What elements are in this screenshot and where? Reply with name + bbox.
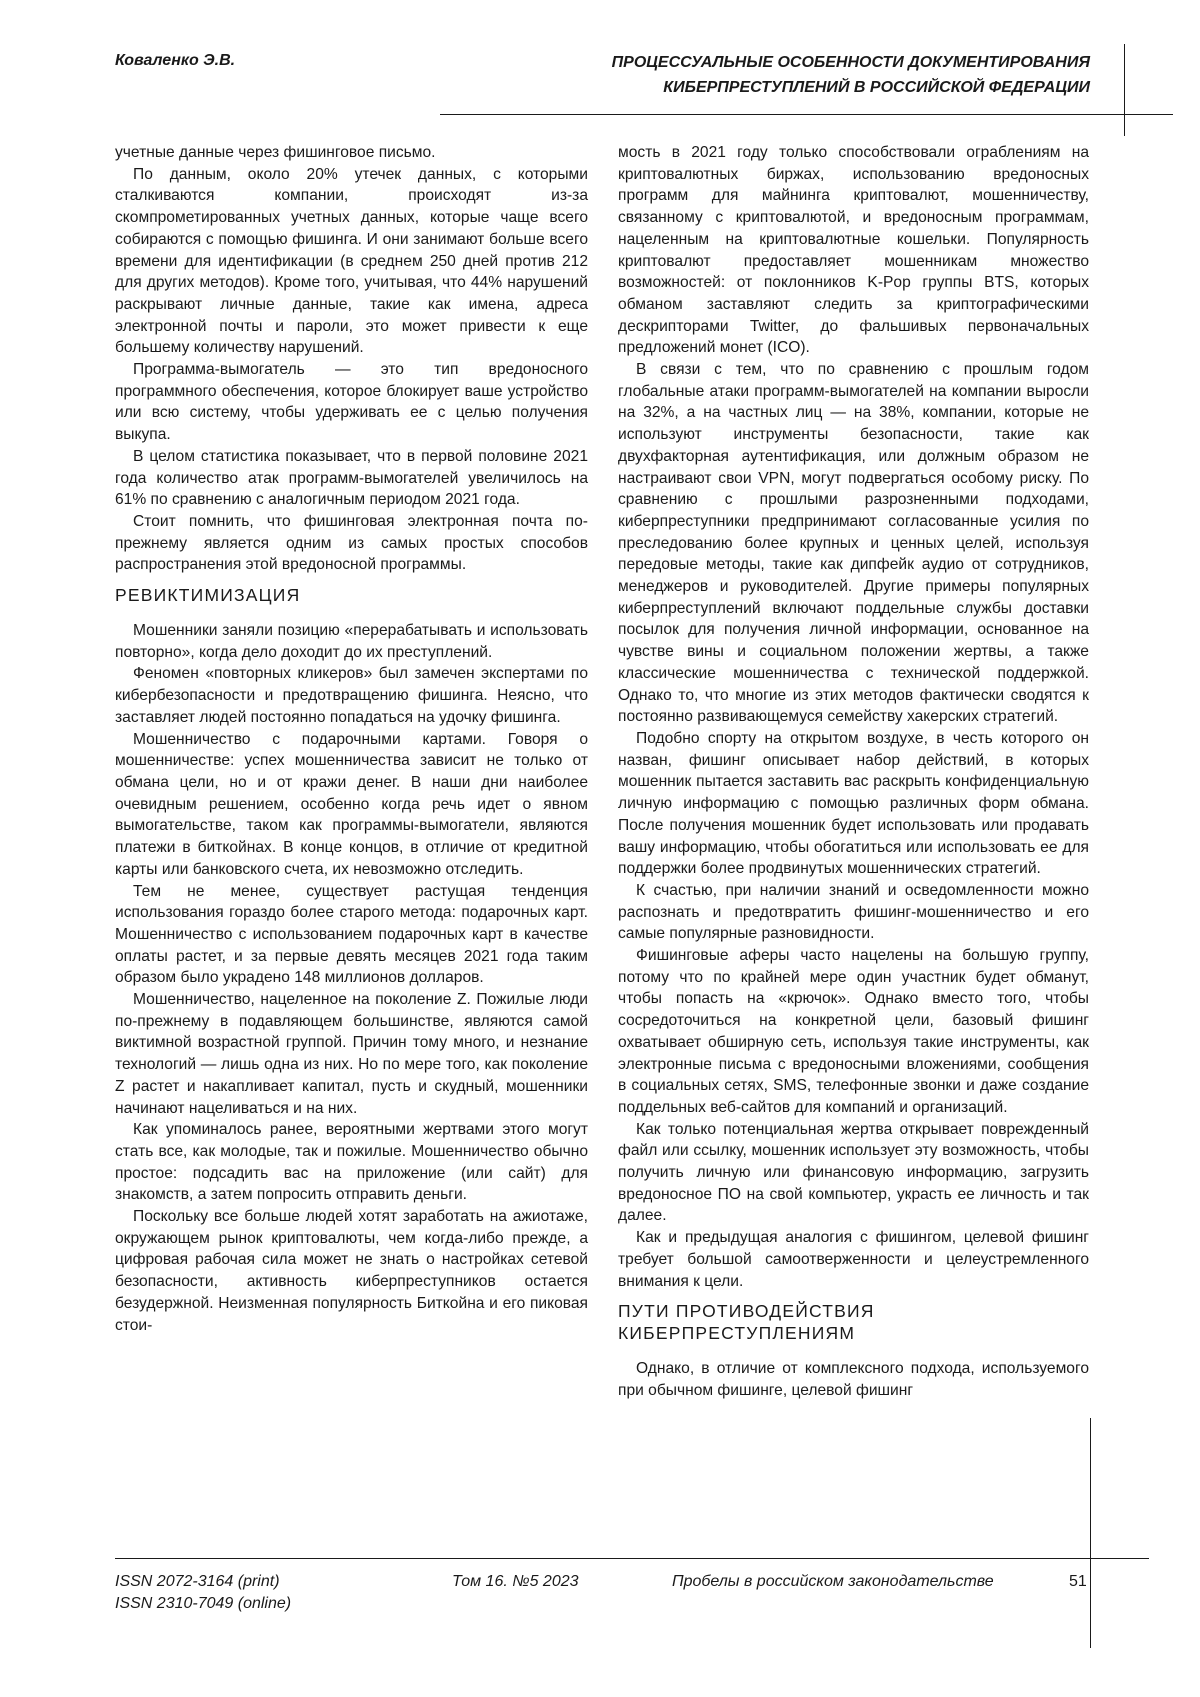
paragraph: Мошенники заняли позицию «перерабатывать и использовать повторно», когда дело доходит до их преступлений. [115, 622, 588, 661]
paragraph: Стоит помнить, что фишинговая электронная почта по-прежнему является одним из самых простых способов распространения этой вредоносной программы. [115, 512, 588, 574]
article-column-right [618, 142, 1089, 1402]
paragraph: Подобно спорту на открытом воздухе, в честь которого он назван, фишинг описывает набор действий, в которых мошенник пытается заставить вас раскрыть конфиденциальную личную информацию с помощью различных форм обмана. После получения мошенник будет использовать или продавать вашу информацию, чтобы обогатиться или использовать ее для поддержки более продвинутых мошеннических стратегий. [618, 729, 1089, 878]
paragraph: Программа-вымогатель — это тип вредоносного программного обеспечения, которое блокирует ваше устройство или всю систему, чтобы удерживать ее с целью получения выкупа. [115, 361, 588, 444]
paragraph: мость в 2021 году только способствовали ограблениям на криптовалютных биржах, использованию вредоносных программ для майнинга криптовалют, мошенничеству, связанному с криптовалютой, и вредоносным программам, нацеленным на криптовалютные кошельки. Популярность криптовалют предоставляет мошенникам множество возможностей: от поклонников K-Pop группы BTS, которых обманом заставляют следить за криптографическими дескрипторами Twitter, до фальшивых первоначальных предложений монет (ICO). [618, 144, 1089, 357]
paragraph: учетные данные через фишинговое письмо. [115, 144, 436, 161]
issn-online: ISSN 2310-7049 (online) [115, 1595, 292, 1612]
section-heading-countermeasures [618, 1300, 1089, 1344]
paragraph: Как упоминалось ранее, вероятными жертвами этого могут стать все, как молодые, так и пожилые. Мошенничество обычно простое: подсадить вас на приложение (или сайт) для знакомств, а затем попросить отправить деньги. [115, 1121, 588, 1204]
footer-journal-title: Пробелы в российском законодательстве [672, 1573, 994, 1590]
paragraph: Поскольку все больше людей хотят заработать на ажиотаже, окружающем рынок криптовалюты, чем когда-либо прежде, а цифровая рабочая сила может не знать о настройках сетевой безопасности, активность киберпреступников остается безудержной. Неизменная популярность Биткойна и его пиковая стои- [115, 1208, 588, 1334]
paragraph: В связи с тем, что по сравнению с прошлым годом глобальные атаки программ-вымогателей на компании выросли на 32%, а на частных лиц — на 38%, компании, которые не используют инструменты безопасности, такие как двухфакторная аутентификация, или должным образом не настраивают свои VPN, могут подвергаться особому риску. По сравнению с прошлыми разрозненными подходами, киберпреступники предпринимают согласованные усилия по преследованию более крупных и ценных целей, используя передовые методы, такие как дипфейк аудио от сотрудников, менеджеров и руководителей. Другие примеры популярных киберпреступлений включают поддельные службы доставки посылок для получения личной информации, основанное на чувстве вины и социальном положении жертвы, а также классические мошенничества с технической поддержкой. Однако то, что многие из этих методов фактически сводятся к постоянно развивающемуся семейству хакерских стратегий. [618, 361, 1089, 726]
paragraph: К счастью, при наличии знаний и осведомленности можно распознать и предотвратить фишинг-мошенничество и его самые популярные разновидности. [618, 881, 1089, 943]
paragraph: Фишинговые аферы часто нацелены на большую группу, потому что по крайней мере один участник будет обманут, чтобы попасть на «крючок». Однако вместо того, чтобы сосредоточиться на конкретной цели, базовый фишинг охватывает обширную сеть, используя такие инструменты, как электронные письма с вредоносными вложениями, сообщения в социальных сетях, SMS, телефонные звонки и даже создание поддельных веб-сайтов для компаний и организаций. [618, 947, 1089, 1116]
running-head-title [470, 50, 1090, 100]
paragraph: Как только потенциальная жертва открывает поврежденный файл или ссылку, мошенник использует эту возможность, чтобы получить личную или финансовую информацию, загрузить вредоносное ПО на свой компьютер, украсть ее личность и так далее. [618, 1120, 1089, 1225]
page-number: 51 [1069, 1573, 1087, 1590]
paragraph: Мошенничество, нацеленное на поколение Z. Пожилые люди по-прежнему в подавляющем большинстве, являются самой виктимной возрастной группой. Причин тому много, и незнание технологий — лишь одна из них. Но по мере того, как поколение Z растет и накапливает капитал, пусть и скудный, мошенники начинают нацеливаться и на них. [115, 991, 588, 1117]
header-rule [440, 114, 1173, 115]
paragraph: Тем не менее, существует растущая тенденция использования гораздо более старого метода: подарочных карт. Мошенничество с использованием подарочных карт в качестве оплаты растет, и за первые девять месяцев 2021 года таким образом было украдено 148 миллионов долларов. [115, 882, 588, 987]
section-heading-revictimization: РЕВИКТИМИЗАЦИЯ [115, 585, 301, 606]
paragraph: Однако, в отличие от комплексного подхода, используемого при обычном фишинге, целевой фишинг [618, 1360, 1089, 1399]
footer-issn [115, 1571, 291, 1615]
running-head-author: Коваленко Э.В. [115, 52, 236, 69]
footer-vertical-rule [1090, 1418, 1091, 1648]
paragraph: В целом статистика показывает, что в первой половине 2021 года количество атак программ-вымогателей увеличилось на 61% по сравнению с аналогичным периодом 2021 года. [115, 447, 588, 509]
section-heading-line-2: КИБЕРПРЕСТУПЛЕНИЯМ [618, 1323, 856, 1344]
running-head-title-line-1: ПРОЦЕССУАЛЬНЫЕ ОСОБЕННОСТИ ДОКУМЕНТИРОВАНИЯ [611, 54, 1090, 71]
paragraph: Как и предыдущая аналогия с фишингом, целевой фишинг требует большой самоотверженности и целеустремленного внимания к цели. [618, 1229, 1089, 1290]
section-heading-line-1: ПУТИ ПРОТИВОДЕЙСТВИЯ [618, 1301, 875, 1322]
paragraph: По данным, около 20% утечек данных, с которыми сталкиваются компании, происходят из-за скомпрометированных учетных данных, которые чаще всего собираются с помощью фишинга. И они занимают больше всего времени для идентификации (в среднем 250 дней против 212 для других методов). Кроме того, учитывая, что 44% нарушений раскрывают личные данные, такие как имена, адреса электронной почты и пароли, это может привести к еще большему количеству нарушений. [115, 165, 588, 357]
paragraph: Мошенничество с подарочными картами. Говоря о мошенничестве: успех мошенничества зависит не только от обмана цели, но и от кражи денег. В наши дни наиболее очевидным решением, особенно когда речь идет о явном вымогательстве, таком как программы-вымогатели, являются платежи в биткойнах. В конце концов, в отличие от кредитной карты или банковского счета, их невозможно отследить. [115, 730, 588, 878]
header-vertical-rule [1124, 44, 1125, 136]
paragraph: Феномен «повторных кликеров» был замечен экспертами по кибербезопасности и предотвращению фишинга. Неясно, что заставляет людей постоянно попадаться на удочку фишинга. [115, 665, 588, 726]
footer-rule [115, 1558, 1149, 1559]
issn-print: ISSN 2072-3164 (print) [115, 1573, 280, 1590]
footer-volume: Том 16. №5 2023 [452, 1573, 579, 1590]
article-column-left [115, 142, 588, 1336]
running-head-title-line-2: КИБЕРПРЕСТУПЛЕНИЙ В РОССИЙСКОЙ ФЕДЕРАЦИИ [663, 79, 1090, 96]
